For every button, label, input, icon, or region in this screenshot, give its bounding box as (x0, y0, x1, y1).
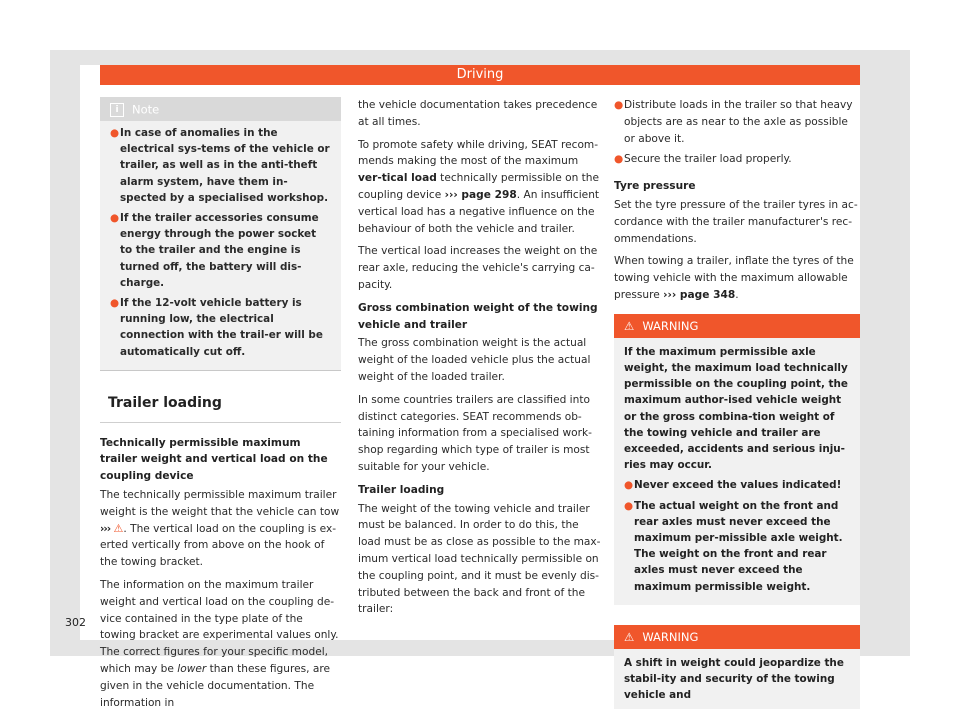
note-box (100, 97, 341, 371)
subsection-title: Gross combination weight of the towing vehicle and trailer (358, 301, 598, 331)
reference-arrow[interactable]: ››› (100, 522, 111, 535)
note-body (100, 121, 341, 360)
column-3 (614, 97, 860, 709)
note-item: ● In case of anomalies in the electrical sys-tems of the vehicle or trailer, as well as in the anti-theft alarm system, have them in-spected by a specialised workshop. (110, 125, 331, 206)
paragraph: the vehicle documentation takes precedence at all times. (358, 99, 598, 128)
warning-header (614, 625, 860, 649)
bullet-icon: ● (614, 99, 624, 111)
chapter-header: Driving (100, 65, 860, 85)
page-reference-link[interactable]: ››› page 298 (444, 188, 517, 201)
section-title: Trailer loading (100, 395, 341, 423)
paragraph: The weight of the towing vehicle and trailer must be balanced. In order to do this, the load must be as close as possible to the max-imum vertical load technically permissible on the coupling point, and it must be evenly dis-tributed between the back and front of the trailer: (358, 502, 601, 616)
bullet-icon: ● (110, 127, 120, 139)
note-item: ● If the trailer accessories consume energy through the power socket to the trailer and the engine is turned off, the battery will dis-charge. (110, 210, 331, 291)
warning-triangle-icon: ⚠ (624, 318, 635, 333)
page-reference-link[interactable]: ››› page 348 (663, 288, 736, 301)
page-number: 302 (65, 616, 86, 629)
info-icon: i (110, 103, 124, 117)
warning-item: ● Never exceed the values indicated! (624, 477, 850, 493)
warning-icon: ⚠ (113, 521, 124, 535)
subsection-title: Tyre pressure (614, 180, 696, 193)
column-2 (358, 97, 601, 624)
list-item: ● Distribute loads in the trailer so that heavy objects are as near to the axle as possible or above it. (614, 97, 860, 147)
bullet-icon: ● (624, 479, 634, 492)
warning-label: WARNING (642, 629, 699, 644)
paragraph: Set the tyre pressure of the trailer tyres in ac-cordance with the trailer manufacturer's rec-ommendations. (614, 198, 858, 245)
warning-label: WARNING (642, 318, 699, 333)
bullet-icon: ● (110, 297, 120, 310)
subsection-title: Technically permissible maximum trailer weight and vertical load on the coupling device (100, 436, 328, 483)
note-item: ● If the 12-volt vehicle battery is running low, the electrical connection with the trail-er will be automatically cut off. (110, 295, 331, 360)
bullet-icon: ● (110, 212, 120, 225)
warning-body: If the maximum permissible axle weight, the maximum load technically permissible on the coupling point, the maximum author-ised vehicle weight or the gross combina-tion weight of the towing vehicle and trailer are exceeded, accidents and serious inju-ries may occur. ● Never exceed the values indicated! ● The actual weight on the front and rear axles must never exceed the maximum per-missible axle weight. The weight on the front and rear axles must never exceed the maximum permissible weight. (614, 338, 860, 605)
note-header (100, 97, 341, 121)
bullet-icon: ● (614, 153, 624, 166)
warning-body: A shift in weight could jeopardize the stabil-ity and security of the towing vehicle and (624, 656, 844, 702)
list-item: ● Secure the trailer load properly. (614, 151, 860, 168)
warning-box (614, 625, 860, 710)
paragraph: The vertical load increases the weight on the rear axle, reducing the vehicle's carrying ca-pacity. (358, 245, 598, 291)
note-label: Note (132, 102, 160, 117)
paragraph: The gross combination weight is the actual weight of the loaded vehicle plus the actual weight of the loaded trailer. (358, 337, 591, 383)
warning-item: ● The actual weight on the front and rear axles must never exceed the maximum per-missible axle weight. The weight on the front and rear axles must never exceed the maximum permissible weight. (624, 498, 850, 595)
warning-header (614, 314, 860, 338)
paragraph: In some countries trailers are classified into distinct categories. SEAT recommends ob-taining information from a specialised work-shop regarding which type of trailer is most suitable for your vehicle. (358, 393, 592, 473)
paragraph: To promote safety while driving, SEAT recom-mends making the most of the maximum ver-tical load technically permissible on the coupling device ››› page 298. An insufficient vertical load has a negative influence on the behaviour of both the vehicle and trailer. (358, 138, 600, 235)
paragraph: The information on the maximum trailer weight and vertical load on the coupling de-vice contained in the type plate of the towing bracket are experimental values only. The correct figures for your specific model, which may be lower than these figures, are given in the vehicle documentation. The information in (100, 579, 339, 709)
paragraph: The technically permissible maximum trailer weight is the weight that the vehicle can tow ››› ⚠. The vertical load on the coupling is ex-erted vertically from above on the hook of the towing bracket. (100, 489, 340, 569)
warning-box (614, 314, 860, 605)
column-1 (100, 97, 341, 717)
bullet-icon: ● (624, 499, 634, 512)
warning-triangle-icon: ⚠ (624, 629, 635, 644)
subsection-title: Trailer loading (358, 483, 445, 496)
paragraph: When towing a trailer, inflate the tyres of the towing vehicle with the maximum allowable pressure ››› page 348. (614, 255, 854, 301)
